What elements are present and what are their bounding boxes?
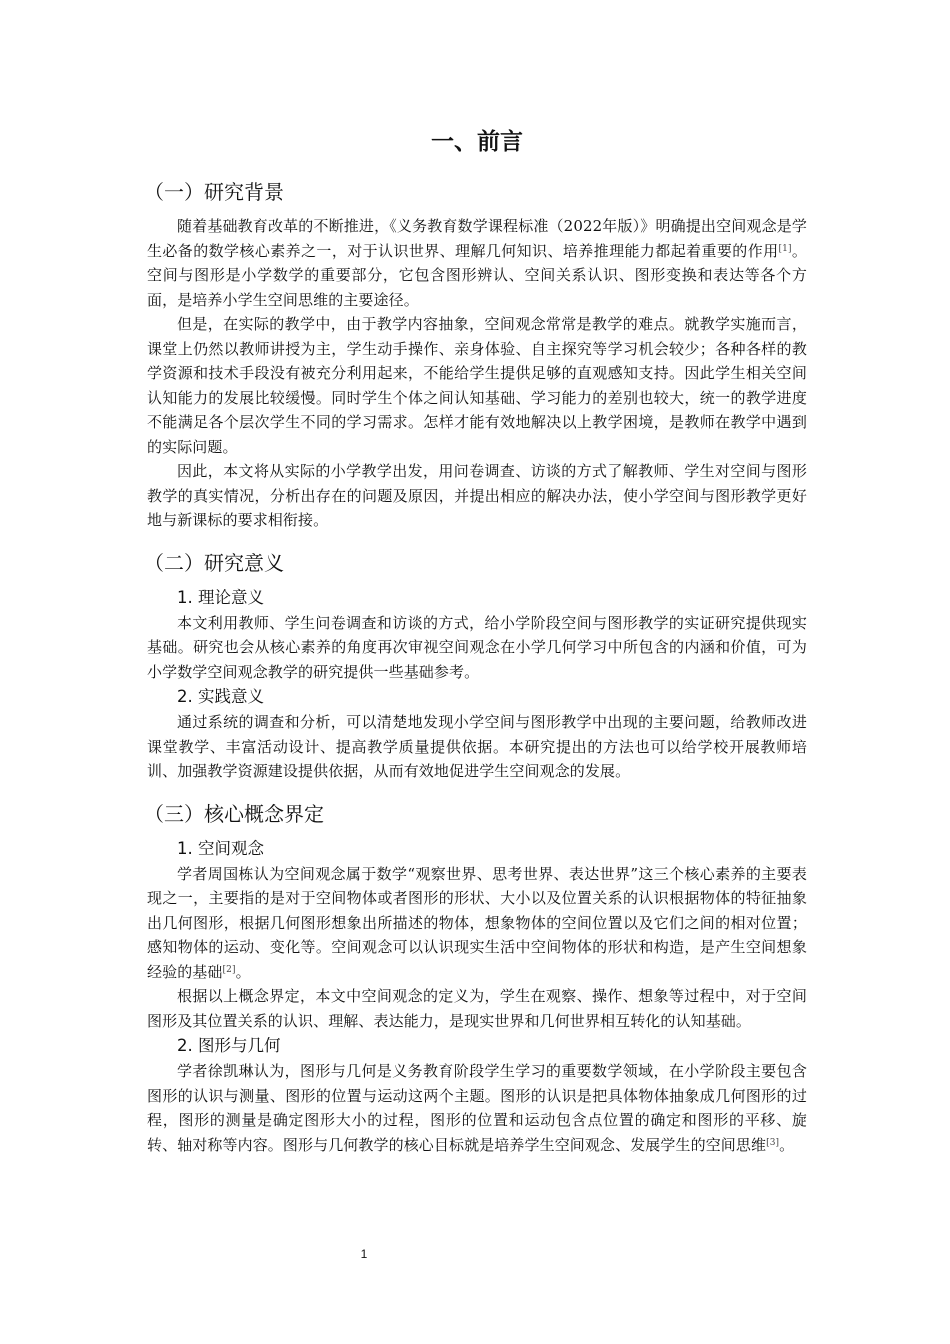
paragraph-text: 通过系统的调查和分析，可以清楚地发现小学空间与图形教学中出现的主要问题，给教师改进课堂教学、丰富活动设计、提高教学质量提供依据。本研究提出的方法也可以给学校开展教师培训、加强教学资源建设提供依据，从而有效地促进学生空间观念的发展。 bbox=[147, 713, 807, 780]
paragraph-text: 学者周国栋认为空间观念属于数学“观察世界、思考世界、表达世界”这三个核心素养的主要表现之一，主要指的是对于空间物体或者图形的形状、大小以及位置关系的认识根据物体的特征抽象出几何图形，根据几何图形想象出所描述的物体，想象物体的空间位置以及它们之间的相对位置；感知物体的运动、变化等。空间观念可以认识现实生活中空间物体的形状和构造，是产生空间想象经验的基础 bbox=[147, 864, 807, 981]
paragraph-text: 学者徐凯琳认为，图形与几何是义务教育阶段学生学习的重要数学领域，在小学阶段主要包含图形的认识与测量、图形的位置与运动这两个主题。图形的认识是把具体物体抽象成几何图形的过程，图形的测量是确定图形大小的过程，图形的位置和运动包含点位置的确定和图形的平移、旋转、轴对称等内容。图形与几何教学的核心目标就是培养学生空间观念、发展学生的空间思维 bbox=[147, 1062, 807, 1154]
subsection-heading: 2. 实践意义 bbox=[177, 687, 264, 706]
paragraph bbox=[147, 984, 807, 1033]
section-heading: （一）研究背景 bbox=[144, 180, 284, 204]
paragraph bbox=[147, 611, 807, 685]
paragraph-text: 。空间与图形是小学数学的重要部分，它包含图形辨认、空间关系认识、图形变换和表达等各个方面，是培养小学生空间思维的主要途径。 bbox=[147, 241, 807, 309]
paragraph-text: 根据以上概念界定，本文中空间观念的定义为，学生在观察、操作、想象等过程中，对于空间图形及其位置关系的认识、理解、表达能力，是现实世界和几何世界相互转化的认知基础。 bbox=[147, 987, 807, 1030]
citation-ref: [1] bbox=[778, 243, 792, 254]
page-content bbox=[144, 126, 807, 1171]
paragraph bbox=[147, 214, 807, 312]
subsection-heading: 1. 理论意义 bbox=[177, 587, 264, 607]
paragraph-text: 随着基础教育改革的不断推进，《义务教育数学课程标准（2022年版）》明确提出空间观念是学生必备的数学核心素养之一，对于认识世界、理解几何知识、培养推理能力都起着重要的作用 bbox=[147, 217, 807, 260]
section-research-significance bbox=[144, 547, 807, 784]
paragraph-text: 因此，本文将从实际的小学教学出发，用问卷调查、访谈的方式了解教师、学生对空间与图形教学的真实情况，分析出存在的问题及原因，并提出相应的解决办法，使小学空间与图形教学更好地与新课标的要求相衔接。 bbox=[147, 462, 807, 529]
paragraph-text: 。 bbox=[235, 962, 251, 981]
paragraph-text: 。 bbox=[779, 1135, 795, 1154]
citation-ref: [3] bbox=[766, 1137, 780, 1148]
paragraph bbox=[147, 459, 807, 533]
chapter-title: 一、前言 bbox=[431, 129, 523, 155]
citation-ref: [2] bbox=[222, 964, 236, 975]
paragraph bbox=[147, 862, 807, 985]
paragraph bbox=[147, 1059, 807, 1157]
page-number: 1 bbox=[360, 1247, 368, 1261]
paragraph bbox=[147, 710, 807, 784]
section-core-concepts bbox=[144, 798, 807, 1158]
section-heading: （三）核心概念界定 bbox=[144, 801, 324, 826]
subsection-heading: 1. 空间观念 bbox=[177, 838, 264, 858]
paragraph-text: 但是，在实际的教学中，由于教学内容抽象，空间观念常常是教学的难点。就教学实施而言，课堂上仍然以教师讲授为主，学生动手操作、亲身体验、自主探究等学习机会较少；各种各样的教学资源和技术手段没有被充分利用起来，不能给学生提供足够的直观感知支持。因此学生相关空间认知能力的发展比较缓慢。同时学生个体之间认知基础、学习能力的差别也较大，统一的教学进度不能满足各个层次学生不同的学习需求。怎样才能有效地解决以上教学困境，是教师在教学中遇到的实际问题。 bbox=[147, 315, 807, 456]
paragraph bbox=[147, 312, 807, 459]
section-research-background bbox=[144, 176, 807, 533]
subsection-heading: 2. 图形与几何 bbox=[177, 1036, 281, 1055]
paragraph-text: 本文利用教师、学生问卷调查和访谈的方式，给小学阶段空间与图形教学的实证研究提供现实基础。研究也会从核心素养的角度再次审视空间观念在小学几何学习中所包含的内涵和价值，可为小学数学空间观念教学的研究提供一些基础参考。 bbox=[147, 613, 807, 681]
section-heading: （二）研究意义 bbox=[144, 550, 284, 575]
